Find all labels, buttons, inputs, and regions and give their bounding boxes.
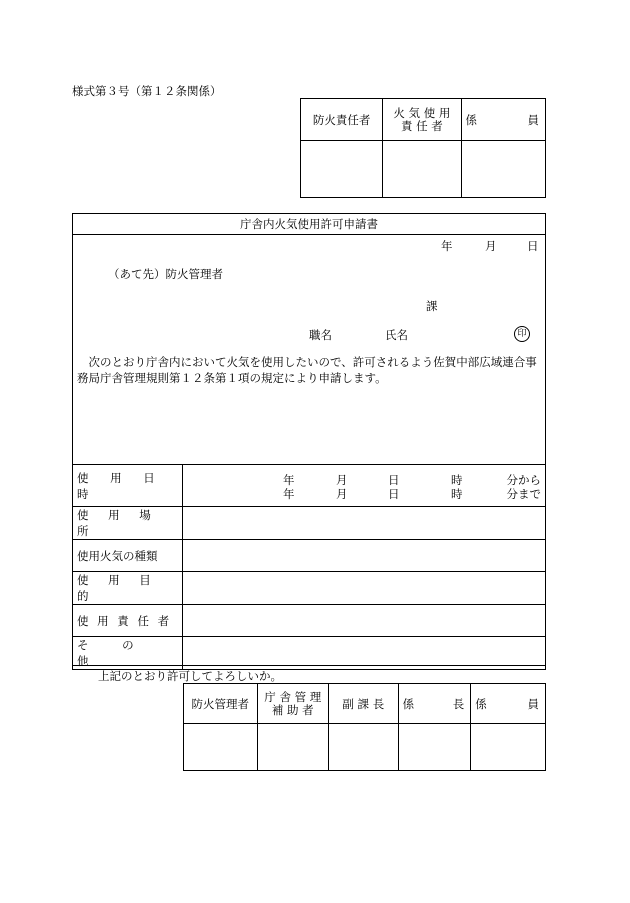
fire-use-line2: 責 任 者 (400, 118, 443, 133)
fire-manager-label: 防火管理者 (191, 696, 249, 711)
responsible-label-cell (73, 605, 183, 637)
department-field[interactable]: 課 (426, 299, 438, 313)
date-month[interactable]: 月 (485, 239, 497, 253)
section-chief-stamp-box[interactable] (398, 724, 471, 771)
responsible-value-cell[interactable] (183, 605, 546, 637)
datetime-value-cell[interactable] (183, 465, 546, 507)
from-year: 年 (283, 472, 295, 487)
other-label-cell (73, 637, 183, 670)
purpose-label: 使 用 目 的 (77, 573, 151, 603)
place-label: 使 用 場 所 (77, 508, 151, 538)
fire-use-officer-stamp-box[interactable] (383, 141, 461, 198)
place-value-cell[interactable] (183, 507, 546, 540)
fire-use-officer-header (383, 99, 461, 141)
staff-member-header (471, 684, 546, 724)
to-year: 年 (283, 486, 295, 501)
fire-type-label: 使用火気の種類 (77, 548, 158, 563)
other-value-cell[interactable] (183, 637, 546, 670)
top-stamp-table (300, 98, 546, 198)
from-month: 月 (336, 472, 348, 487)
staff-label-right: 員 (527, 112, 539, 127)
name-label: 氏名 (385, 328, 408, 342)
fire-type-label-cell (73, 540, 183, 572)
staff-label-left: 係 (465, 112, 478, 127)
other-label: そ の 他 (77, 638, 134, 668)
fire-manager-header (184, 684, 258, 724)
datetime-label-cell (73, 465, 183, 507)
fire-prevention-officer-header (301, 99, 383, 141)
section-chief-left: 係 (402, 696, 415, 711)
form-title: 庁舎内火気使用許可申請書 (73, 214, 545, 235)
seal-mark: 印 (514, 326, 530, 342)
usage-details-table (72, 464, 546, 670)
purpose-label-cell (73, 572, 183, 605)
addressee: （あて先）防火管理者 (108, 267, 223, 281)
from-minute: 分から (506, 472, 541, 487)
from-day: 日 (388, 472, 400, 487)
fire-manager-stamp-box[interactable] (184, 724, 258, 771)
deputy-manager-stamp-box[interactable] (329, 724, 399, 771)
date-year[interactable]: 年 (441, 239, 453, 253)
bottom-stamp-table (183, 683, 546, 771)
building-assistant-header (257, 684, 329, 724)
from-hour: 時 (451, 472, 463, 487)
to-minute: 分まで (506, 486, 541, 501)
application-form (72, 213, 546, 666)
staff-header (461, 99, 545, 141)
staff-member-stamp-box[interactable] (471, 724, 546, 771)
fire-type-value-cell[interactable] (183, 540, 546, 572)
section-chief-right: 長 (452, 696, 465, 711)
fire-prevention-officer-stamp-box[interactable] (301, 141, 383, 198)
section-chief-header (398, 684, 471, 724)
to-month: 月 (336, 486, 348, 501)
date-day[interactable]: 日 (527, 239, 539, 253)
to-day: 日 (388, 486, 400, 501)
staff-member-right: 員 (527, 696, 539, 711)
building-assistant-line2: 補 助 者 (271, 702, 314, 717)
application-body-text: 次のとおり庁舎内において火気を使用したいので、許可されるよう佐賀中部広域連合事務局庁舎管理規則第１２条第１項の規定により申請します。 (77, 355, 537, 385)
place-label-cell (73, 507, 183, 540)
approval-text: 上記のとおり許可してよろしいか。 (98, 669, 282, 683)
position-label: 職名 (309, 328, 332, 342)
fire-use-line1: 火 気 使 用 (393, 105, 451, 120)
building-assistant-line1: 庁 舎 管 理 (264, 689, 322, 704)
staff-stamp-box[interactable] (461, 141, 545, 198)
deputy-manager-label: 副 課 長 (342, 696, 385, 711)
fire-prevention-officer-label: 防火責任者 (312, 112, 371, 127)
purpose-value-cell[interactable] (183, 572, 546, 605)
staff-member-left: 係 (475, 696, 487, 711)
to-hour: 時 (451, 486, 463, 501)
form-number: 様式第３号（第１２条関係） (72, 84, 222, 98)
responsible-label: 使 用 責 任 者 (77, 613, 170, 628)
building-assistant-stamp-box[interactable] (257, 724, 329, 771)
deputy-manager-header (329, 684, 399, 724)
datetime-label: 使 用 日 時 (77, 470, 155, 501)
